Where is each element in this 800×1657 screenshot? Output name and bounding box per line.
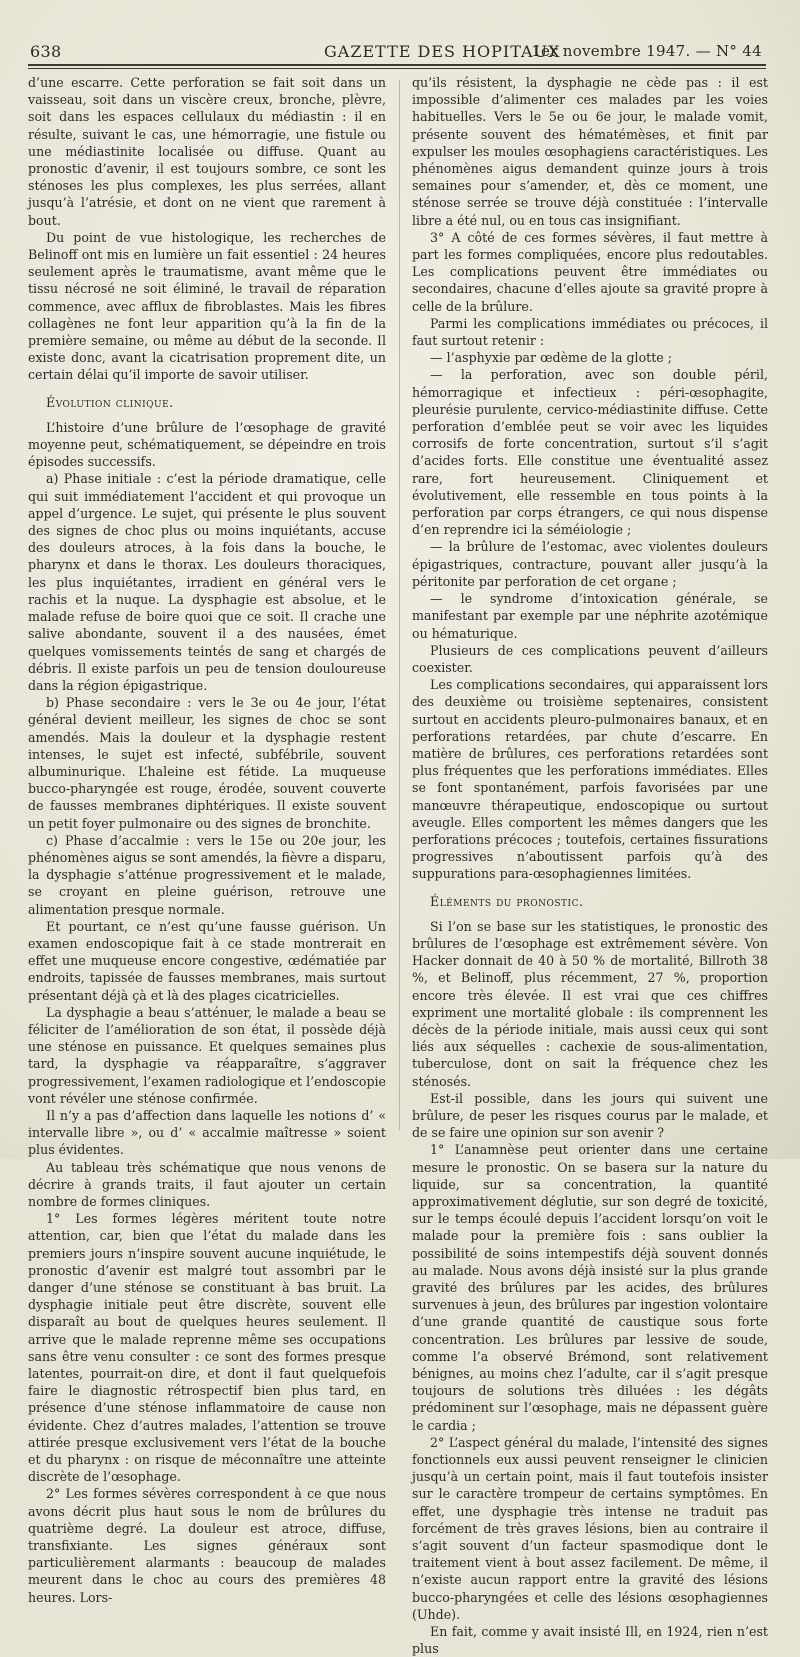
paragraph: Et pourtant, ce n’est qu’une fausse guérison. Un examen endoscopique fait à ce stade montrerait en effet une muqueuse encore congestive, œdématiée par endroits, tapissée de fausses membranes, mais surtout présentant déjà çà et là des plages cicatricielles. [28, 918, 386, 1003]
paragraph: Les complications secondaires, qui apparaissent lors des deuxième ou troisième septenaires, consistent surtout en accidents pleuro-pulmonaires banaux, et en perforations retardées, par chute d’escarre. En matière de brûlures, ces perforations retardées sont plus fréquentes que les perforations immédiates. Elles se font spontanément, parfois favorisées par une manœuvre thérapeutique, endoscopique ou surtout aveugle. Elles comportent les mêmes dangers que les perforations précoces ; toutefois, certaines fissurations progressives n’aboutissent parfois qu’à des suppurations para-œsophagiennes limitées. [412, 677, 768, 882]
paragraph: — l’asphyxie par œdème de la glotte ; [430, 350, 672, 366]
paragraph: Est-il possible, dans les jours qui suivent une brûlure, de peser les risques courus par le malade, et de se faire une opinion sur son avenir ? [412, 1090, 768, 1141]
paragraph: 3° A côté de ces formes sévères, il faut mettre à part les formes compliquées, encore plus redoutables. Les complications peuvent être immédiates ou secondaires, chacune d’elles ajoute sa gravité propre à celle de la brûlure. [412, 229, 768, 314]
paragraph: 1° L’anamnèse peut orienter dans une certaine mesure le pronostic. On se basera sur la nature du liquide, sur sa concentration, la quantité approximativement déglutie, sur son degré de toxicité, sur le temps écoulé depuis l’accident lorsqu’on voit le malade pour la première fois : sans oublier la possibilité de soins intempestifs déjà souvent donnés au malade. Nous avons déjà insisté sur la plus grande gravité des brûlures par les acides, des brûlures survenues à jeun, des brûlures par ingestion volontaire d’une grande quantité de caustique sous forte concentration. Les brûlures par lessive de soude, comme l’a observé Brémond, sont relativement bénignes, au moins chez l’adulte, car il s’agit presque toujours de solutions très diluées : les dégâts prédominent sur l’œsophage, mais ne dépassent guère le cardia ; [412, 1142, 768, 1433]
paragraph: Au tableau très schématique que nous venons de décrire à grands traits, il faut ajouter un certain nombre de formes cliniques. [28, 1159, 386, 1209]
section-heading-evolution: Évolution clinique. [46, 394, 174, 410]
paragraph: Parmi les complications immédiates ou précoces, il faut surtout retenir : [412, 315, 768, 349]
paragraph: — le syndrome d’intoxication générale, se manifestant par exemple par une néphrite azotémique ou hématurique. [412, 591, 768, 641]
header-rule-thin [28, 68, 766, 69]
paragraph: d’une escarre. Cette perforation se fait soit dans un vaisseau, soit dans un viscère creux, bronche, plèvre, soit dans les espaces cellulaux du médiastin : il en résulte, suivant le cas, une hémorragie, une fistule ou une médiastinite localisée ou diffuse. Quant au pronostic d’avenir, il est toujours sombre, ce sont les sténoses les plus complexes, les plus serrées, allant jusqu’à l’atrésie, et dont on ne vient que rarement à bout. [28, 75, 386, 228]
header-rule-thick [28, 64, 766, 66]
paragraph: — la brûlure de l’estomac, avec violentes douleurs épigastriques, contracture, pouvant aller jusqu’à la péritonite par perforation de cet organe ; [412, 539, 768, 589]
right-column [412, 74, 768, 1657]
paragraph: — la perforation, avec son double péril, hémorragique et infectieux : péri-œsophagite, pleurésie purulente, cervico-médiastinite diffuse. Cette perforation d’emblée peut se voir avec les liquides corrosifs de forte concentration, surtout s’il s’agit d’acides forts. Elle constitue une éventualité assez rare, fort heureusement. Cliniquement et évolutivement, elle ressemble en tous points à la perforation par corps étrangers, ce qui nous dispense d’en reprendre ici la séméiologie ; [412, 367, 768, 538]
journal-title: GAZETTE DES HOPITAUX [324, 42, 561, 61]
paragraph: Du point de vue histologique, les recherches de Belinoff ont mis en lumière un fait essentiel : 24 heures seulement après le traumatisme, avant même que le tissu nécrosé ne soit éliminé, le travail de réparation commence, avec afflux de fibroblastes. Mais les fibres collagènes ne font leur apparition qu’à la fin de la première semaine, ou même au début de la seconde. Il existe donc, avant la cicatrisation proprement dite, un certain délai qu’il importe de savoir utiliser. [28, 229, 386, 383]
paragraph: La dysphagie a beau s’atténuer, le malade a beau se féliciter de l’amélioration de son état, il possède déjà une sténose en puissance. Et quelques semaines plus tard, la dysphagie va réapparaître, s’aggraver progressivement, l’examen radiologique et l’endoscopie vont révéler une sténose confirmée. [28, 1004, 386, 1106]
paragraph: a) Phase initiale : c’est la période dramatique, celle qui suit immédiatement l’accident et qui provoque un appel d’urgence. Le sujet, qui présente le plus souvent des signes de choc plus ou moins inquiétants, accuse des douleurs atroces, à la fois dans la bouche, le pharynx et dans le thorax. Les douleurs thoraciques, les plus inquiétantes, irradient en général vers le rachis et la nuque. La dysphagie est absolue, et le malade refuse de boire quoi que ce soit. Il crache une salive abondante, souvent il a des nausées, émet quelques vomissements teintés de sang et chargés de débris. Il existe parfois un peu de tension douloureuse dans la région épigastrique. [28, 471, 386, 693]
left-column [28, 74, 386, 1605]
running-header [24, 40, 766, 64]
paragraph: b) Phase secondaire : vers le 3e ou 4e jour, l’état général devient meilleur, les signes de choc se sont amendés. Mais la douleur et la dysphagie restent intenses, le sujet est infecté, subfébrile, souvent albuminurique. L’haleine est fétide. La muqueuse bucco-pharyngée est rouge, érodée, souvent couverte de fausses membranes diphtériques. Il existe souvent un petit foyer pulmonaire ou des signes de bronchite. [28, 695, 386, 831]
paragraph: qu’ils résistent, la dysphagie ne cède pas : il est impossible d’alimenter ces malades par les voies habituelles. Vers le 5e ou 6e jour, le malade vomit, présente souvent des hématémèses, et finit par expulser les moules œsophagiens caractéristiques. Les phénomènes aigus demandent quinze jours à trois semaines pour s’amender, et, dès ce moment, une sténose serrée se trouve déjà constituée : l’intervalle libre a été nul, ou en tous cas insignifiant. [412, 75, 768, 228]
paragraph: Il n’y a pas d’affection dans laquelle les notions d’ « intervalle libre », ou d’ « accalmie maîtresse » soient plus évidentes. [28, 1107, 386, 1158]
issue-date: 1er novembre 1947. — N° 44 [531, 42, 762, 60]
column-divider [399, 80, 400, 1130]
paragraph: Plusieurs de ces complications peuvent d’ailleurs coexister. [412, 642, 768, 675]
paragraph: c) Phase d’accalmie : vers le 15e ou 20e jour, les phénomènes aigus se sont amendés, la fièvre a disparu, la dysphagie s’atténue progressivement et le malade, se croyant en pleine guérison, retrouve une alimentation presque normale. [28, 832, 386, 917]
paragraph: 2° Les formes sévères correspondent à ce que nous avons décrit plus haut sous le nom de brûlures du quatrième degré. La douleur est atroce, diffuse, transfixiante. Les signes généraux sont particulièrement alarmants : beaucoup de malades meurent dans le choc au cours des premières 48 heures. Lors- [28, 1486, 386, 1605]
page-number: 638 [30, 42, 62, 61]
paragraph: Si l’on se base sur les statistiques, le pronostic des brûlures de l’œsophage est extrêmement sévère. Von Hacker donnait de 40 à 50 % de mortalité, Billroth 38 %, et Belinoff, plus récemment, 27 %, proportion encore très élevée. Il est vrai que ces chiffres expriment une mortalité globale : ils comprennent les décès de la période initiale, mais aussi ceux qui sont liés aux séquelles : cachexie de sous-alimentation, tuberculose, dont on sait la fréquence chez les sténosés. [412, 918, 768, 1089]
paragraph: En fait, comme y avait insisté Ill, en 1924, rien n’est plus [412, 1624, 768, 1657]
paragraph: L’histoire d’une brûlure de l’œsophage de gravité moyenne peut, schématiquement, se dépeindre en trois épisodes successifs. [28, 419, 386, 470]
paragraph: 2° L’aspect général du malade, l’intensité des signes fonctionnels eux aussi peuvent renseigner le clinicien jusqu’à un certain point, mais il faut toutefois insister sur le caractère trompeur de certains symptômes. En effet, une dysphagie très intense ne traduit pas forcément de très graves lésions, bien au contraire il s’agit souvent d’un facteur spasmodique dont le traitement vient à bout assez facilement. De même, il n’existe aucun rapport entre la gravité des lésions bucco-pharyngées et celle des lésions œsophagiennes (Uhde). [412, 1434, 768, 1622]
section-heading-pronostic: Éléments du pronostic. [430, 893, 584, 909]
paragraph: 1° Les formes légères méritent toute notre attention, car, bien que l’état du malade dans les premiers jours n’inspire souvent aucune inquiétude, le pronostic d’avenir est malgré tout assombri par le danger d’une sténose se constituant à bas bruit. La dysphagie initiale peut être discrète, souvent elle disparaît au bout de quelques heures seulement. Il arrive que le malade reprenne même ses occupations sans être venu consulter : ce sont des formes presque latentes, pourrait-on dire, et dont il faut quelquefois faire le diagnostic rétrospectif bien plus tard, en présence d’une sténose inflammatoire de cause non évidente. Chez d’autres malades, l’attention se trouve attirée presque exclusivement vers l’état de la bouche et du pharynx : on risque de méconnaître une atteinte discrète de l’œsophage. [28, 1211, 386, 1485]
